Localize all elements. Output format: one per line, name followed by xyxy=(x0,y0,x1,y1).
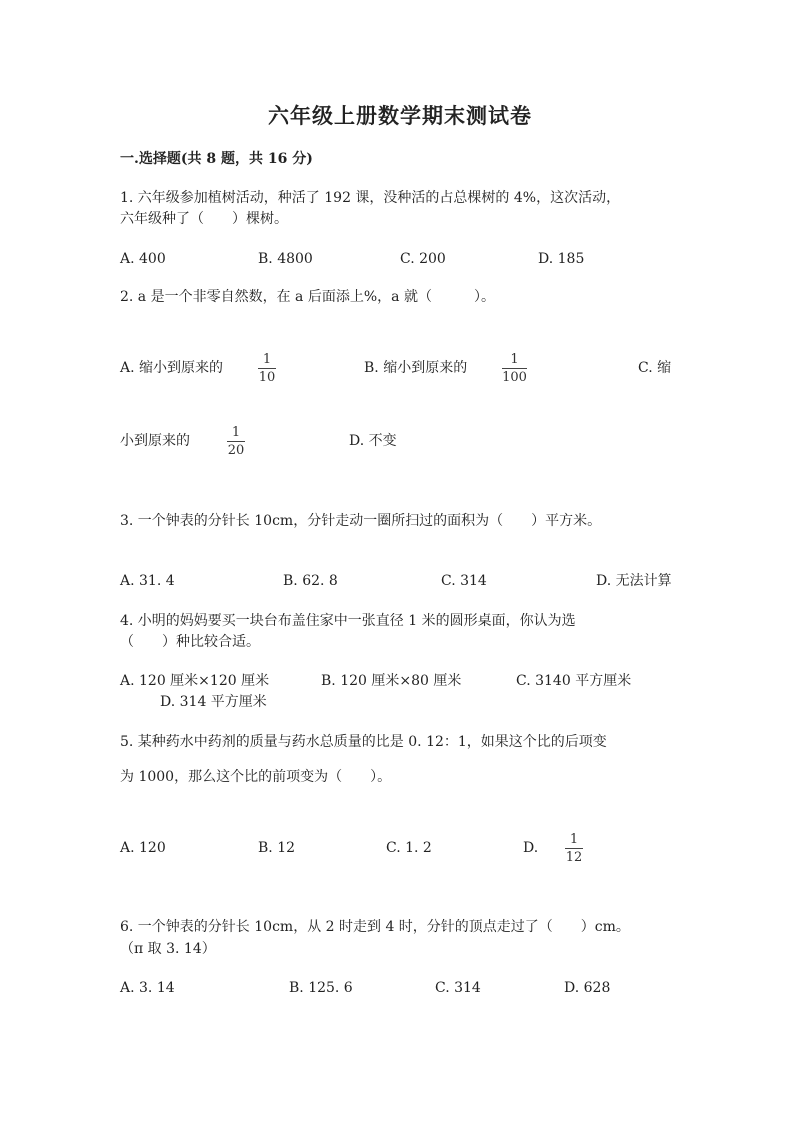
page-title: 六年级上册数学期末测试卷 xyxy=(268,103,532,128)
option-a[interactable]: A. 3. 14 xyxy=(120,980,175,996)
question-text: 六年级种了（ ）棵树。 xyxy=(120,211,288,227)
option-b[interactable]: B. 125. 6 xyxy=(289,980,353,996)
numerator: 1 xyxy=(262,352,272,367)
option-a[interactable]: A. 缩小到原来的 xyxy=(120,360,224,376)
option-c[interactable]: C. 314 xyxy=(435,980,481,996)
option-c[interactable]: C. 1. 2 xyxy=(386,840,432,856)
question-text: 为 1000，那么这个比的前项变为（ ）。 xyxy=(120,769,392,785)
option-d[interactable]: D. xyxy=(523,840,539,856)
option-a[interactable]: A. 120 xyxy=(120,840,166,856)
fraction-bar xyxy=(258,368,276,369)
option-b[interactable]: B. 62. 8 xyxy=(283,573,338,589)
question-text: 6. 一个钟表的分针长 10cm，从 2 时走到 4 时，分针的顶点走过了（ ）cm。 xyxy=(120,919,630,935)
question-text: 4. 小明的妈妈要买一块台布盖住家中一张直径 1 米的圆形桌面，你认为选 xyxy=(120,613,576,629)
option-a[interactable]: A. 31. 4 xyxy=(120,573,175,589)
question-text: （π 取 3. 14） xyxy=(120,941,216,957)
denominator: 100 xyxy=(502,370,527,385)
fraction xyxy=(258,352,276,385)
option-c[interactable]: C. 3140 平方厘米 xyxy=(516,673,632,689)
denominator: 12 xyxy=(565,850,583,865)
option-d[interactable]: D. 628 xyxy=(564,980,611,996)
question-text: 3. 一个钟表的分针长 10cm，分针走动一圈所扫过的面积为（ ）平方米。 xyxy=(120,513,602,529)
option-c[interactable]: C. 缩 xyxy=(638,360,672,376)
fraction xyxy=(565,832,583,865)
option-b[interactable]: B. 12 xyxy=(258,840,296,856)
fraction xyxy=(227,425,245,458)
fraction xyxy=(502,352,527,385)
question-text: （ ）种比较合适。 xyxy=(120,634,260,650)
option-c-continued: 小到原来的 xyxy=(120,433,190,449)
denominator: 10 xyxy=(258,370,276,385)
option-d[interactable]: D. 314 平方厘米 xyxy=(160,694,267,710)
denominator: 20 xyxy=(227,443,245,458)
numerator: 1 xyxy=(231,425,241,440)
option-b[interactable]: B. 120 厘米×80 厘米 xyxy=(321,673,462,689)
option-b[interactable]: B. 4800 xyxy=(258,251,313,267)
option-c[interactable]: C. 200 xyxy=(400,251,446,267)
numerator: 1 xyxy=(510,352,519,367)
question-text: 2. a 是一个非零自然数，在 a 后面添上%，a 就（ ）。 xyxy=(120,289,495,305)
question-text: 5. 某种药水中药剂的质量与药水总质量的比是 0. 12：1，如果这个比的后项变 xyxy=(120,734,607,750)
fraction-bar xyxy=(565,848,583,849)
option-d[interactable]: D. 无法计算 xyxy=(596,573,672,589)
option-a[interactable]: A. 120 厘米×120 厘米 xyxy=(120,673,270,689)
option-a[interactable]: A. 400 xyxy=(120,251,166,267)
option-b[interactable]: B. 缩小到原来的 xyxy=(364,360,468,376)
numerator: 1 xyxy=(569,832,579,847)
option-c[interactable]: C. 314 xyxy=(441,573,487,589)
option-d[interactable]: D. 185 xyxy=(538,251,585,267)
option-d[interactable]: D. 不变 xyxy=(349,433,397,449)
question-text: 1. 六年级参加植树活动，种活了 192 课，没种活的占总棵树的 4%，这次活动， xyxy=(120,190,621,206)
section-heading: 一.选择题(共 8 题，共 16 分) xyxy=(120,151,313,167)
fraction-bar xyxy=(227,441,245,442)
fraction-bar xyxy=(502,368,527,369)
